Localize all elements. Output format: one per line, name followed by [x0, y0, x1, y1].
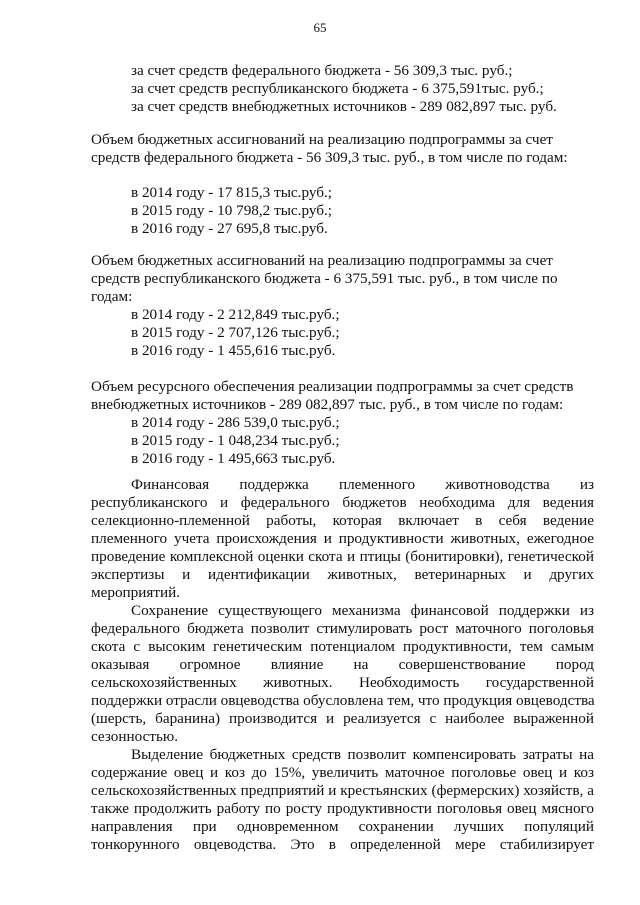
paragraph-1-line: мероприятий.	[91, 584, 181, 601]
paragraph-1-line: экспертизы и идентификации животных, ветеринарных и других	[91, 566, 594, 583]
paragraph-3-line: содержание овец и коз до 15%, увеличить маточное поголовье овец и коз	[91, 764, 594, 781]
paragraph-1-line: селекционно-племенной работы, которая включает в себя ведение	[91, 512, 594, 529]
paragraph-2-line: федерального бюджета позволит стимулировать рост маточного поголовья	[91, 620, 594, 637]
federal-block-line: Объем бюджетных ассигнований на реализацию подпрограммы за счет	[91, 131, 553, 148]
paragraph-1-line: республиканского и федерального бюджетов необходима для ведения	[91, 494, 594, 511]
federal-year-2016: в 2016 году - 27 695,8 тыс.руб.	[131, 220, 328, 237]
republic-year-2015: в 2015 году - 2 707,126 тыс.руб.;	[131, 324, 340, 341]
republic-block-line: средств республиканского бюджета - 6 375,591 тыс. руб., в том числе по	[91, 270, 558, 287]
funding-source-extrabudget: за счет средств внебюджетных источников - 289 082,897 тыс. руб.	[131, 98, 557, 115]
federal-block-line: средств федерального бюджета - 56 309,3 тыс. руб., в том числе по годам:	[91, 149, 568, 166]
republic-block-line: Объем бюджетных ассигнований на реализацию подпрограммы за счет	[91, 252, 553, 269]
paragraph-3-line: сельскохозяйственных предприятий и крестьянских (фермерских) хозяйств, а	[91, 782, 594, 799]
funding-source-federal: за счет средств федерального бюджета - 56 309,3 тыс. руб.;	[131, 62, 513, 79]
paragraph-3-line: также продолжить работу по росту продуктивности поголовья овец мясного	[91, 800, 594, 817]
republic-year-2014: в 2014 году - 2 212,849 тыс.руб.;	[131, 306, 340, 323]
paragraph-1-line: Финансовая поддержка племенного животноводства из	[131, 476, 594, 493]
federal-year-2015: в 2015 году - 10 798,2 тыс.руб.;	[131, 202, 332, 219]
paragraph-2-line: Сохранение существующего механизма финансовой поддержки из	[131, 602, 594, 619]
paragraph-1-line: проведение комплексной оценки скота и птицы (бонитировки), генетической	[91, 548, 594, 565]
paragraph-2-line: поддержки отрасли овцеводства обусловлена тем, что продукция овцеводства	[91, 692, 595, 709]
paragraph-3-line: направления при одновременном сохранении лучших популяций	[91, 818, 594, 835]
paragraph-2-line: оказывая огромное влияние на совершенствование пород	[91, 656, 594, 673]
paragraph-2-line: сезонностью.	[91, 728, 179, 745]
paragraph-2-line: сельскохозяйственных животных. Необходимость государственной	[91, 674, 594, 691]
funding-source-republic: за счет средств республиканского бюджета - 6 375,591тыс. руб.;	[131, 80, 544, 97]
paragraph-2-line: (шерсть, баранина) производится и реализуется с наиболее выраженной	[91, 710, 594, 727]
paragraph-3-line: тонкорунного овцеводства. Это в определенной мере стабилизирует	[91, 836, 594, 853]
paragraph-2-line: скота с высоким генетическим потенциалом продуктивности, тем самым	[91, 638, 594, 655]
republic-block-line: годам:	[91, 288, 133, 305]
paragraph-1-line: племенного учета происхождения и продуктивности животных, ежегодное	[91, 530, 594, 547]
extrabudget-block-line: внебюджетных источников - 289 082,897 тыс. руб., в том числе по годам:	[91, 396, 564, 413]
extrabudget-year-2015: в 2015 году - 1 048,234 тыс.руб.;	[131, 432, 340, 449]
paragraph-3-line: Выделение бюджетных средств позволит компенсировать затраты на	[131, 746, 594, 763]
page-number: 65	[313, 20, 327, 35]
extrabudget-year-2016: в 2016 году - 1 495,663 тыс.руб.	[131, 450, 336, 467]
federal-year-2014: в 2014 году - 17 815,3 тыс.руб.;	[131, 184, 332, 201]
extrabudget-block-line: Объем ресурсного обеспечения реализации подпрограммы за счет средств	[91, 378, 574, 395]
extrabudget-year-2014: в 2014 году - 286 539,0 тыс.руб.;	[131, 414, 340, 431]
republic-year-2016: в 2016 году - 1 455,616 тыс.руб.	[131, 342, 336, 359]
